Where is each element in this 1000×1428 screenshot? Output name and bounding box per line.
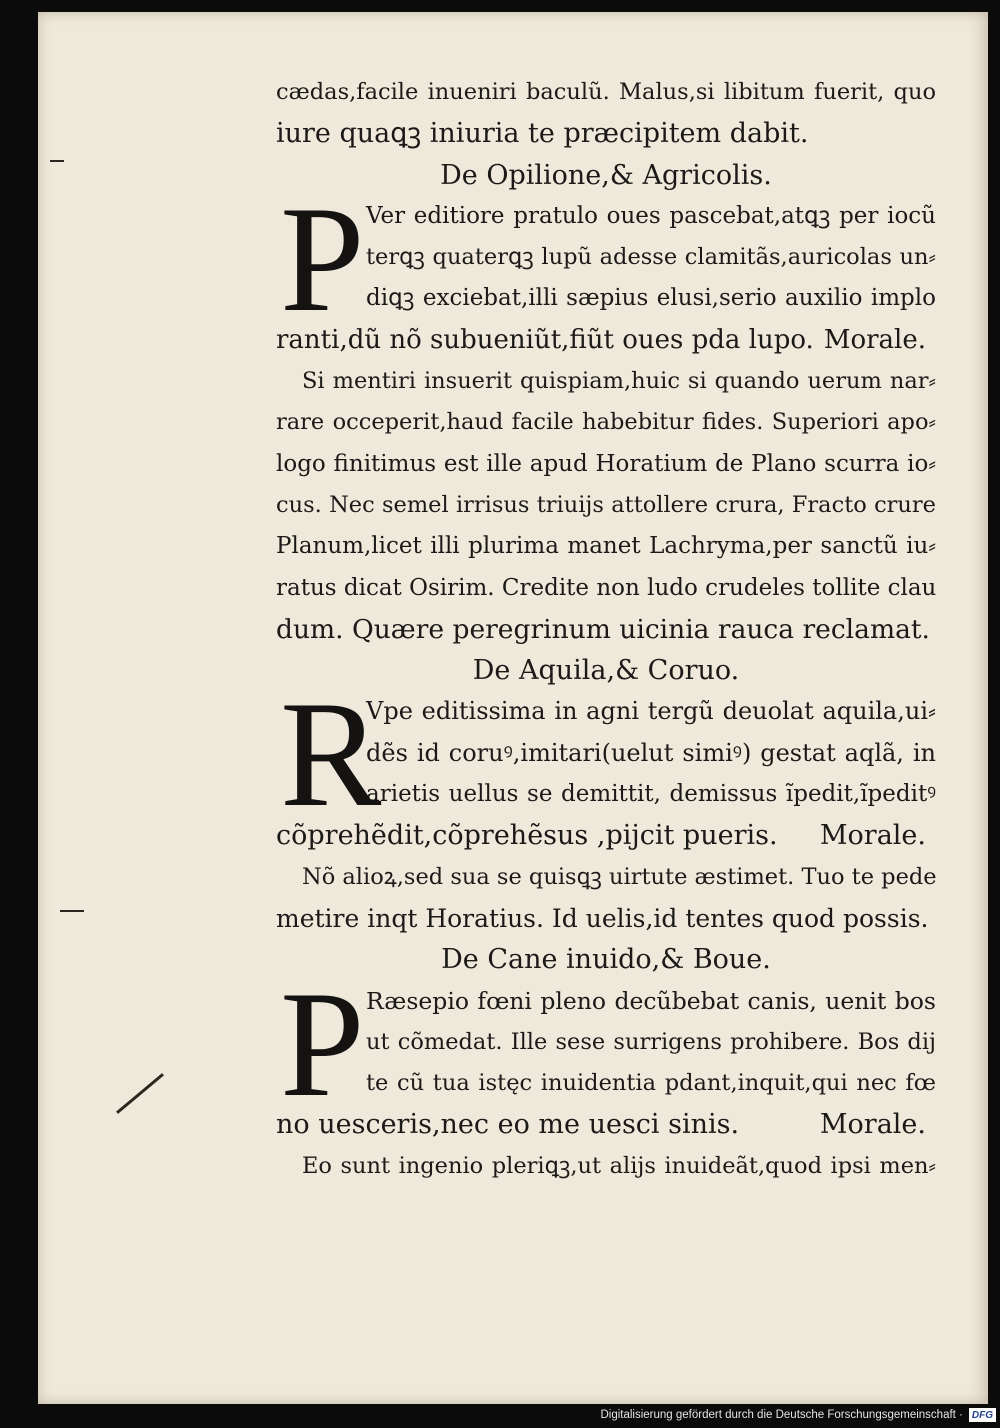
text-block: [276, 72, 936, 1187]
morale-label: Morale.: [819, 820, 926, 852]
text-line: dẽs id coruꝰ,imitari(uelut simiꝰ) gestat aqlã, in: [366, 738, 936, 767]
text-line: arietis uellus se demittit, demissus ĩpedit,ĩpeditꝰ: [366, 781, 936, 808]
text-line: cædas,facile inueniri baculũ. Malus,si libitum fuerit, quo: [276, 79, 936, 105]
drop-cap: R: [280, 670, 382, 839]
moral-line: ratus dicat Osirim. Credite non ludo crudeles tollite clau: [276, 574, 937, 601]
digitization-footer: [600, 1404, 996, 1426]
drop-cap: P: [280, 174, 365, 343]
fable-last-line: ranti,dũ nõ subueniũt,fiũt oues pda lupo.: [276, 324, 814, 355]
fable-last-line: cõprehẽdit,cõprehẽsus ,pijcit pueris.: [276, 820, 778, 852]
text-line: Ræsepio fœni pleno decũbebat canis, uenit bos: [366, 986, 936, 1015]
text-line: [276, 320, 936, 361]
fable-title: De Aquila,& Coruo.: [472, 655, 740, 687]
text-line: [276, 1104, 936, 1145]
text-line: ut cõmedat. Ille sese surrigens prohibere. Bos dij: [366, 1028, 936, 1055]
moral-line: rare occeperit,haud facile habebitur fides. Superiori apo⸗: [276, 409, 936, 436]
moral-line: Nõ alioꝝ,sed sua se quisꝗꝫ uirtute æstimet. Tuo te pede: [302, 863, 937, 890]
text-line: Vpe editissima in agni tergũ deuolat aquila,ui⸗: [366, 697, 936, 726]
margin-stain: [116, 1073, 164, 1114]
text-line: te cũ tua istęc inuidentia pdant,inquit,qui nec fœ: [366, 1070, 936, 1097]
moral-line: Si mentiri insuerit quispiam,huic si quando uerum nar⸗: [302, 368, 936, 395]
footer-credit: Digitalisierung gefördert durch die Deutsche Forschungsgemeinschaft ·: [600, 1409, 963, 1421]
text-line: terꝗꝫ quaterꝗꝫ lupũ adesse clamitãs,auricolas un⸗: [366, 244, 936, 271]
moral-line: Eo sunt ingenio pleriꝗꝫ,ut alijs inuideãt,quod ipsi men⸗: [302, 1152, 936, 1179]
fable-last-line: no uesceris,nec eo me uesci sinis.: [276, 1109, 740, 1141]
morale-label: Morale.: [819, 1109, 926, 1141]
fable-title: De Cane inuido,& Boue.: [441, 944, 771, 976]
text-line: diꝗꝫ exciebat,illi sæpius elusi,serio auxilio implo: [366, 285, 936, 312]
moral-line: logo finitimus est ille apud Horatium de Plano scurra io⸗: [276, 450, 936, 477]
text-line: Ver editiore pratulo oues pascebat,atꝗꝫ per iocũ: [366, 202, 936, 229]
moral-line: dum. Quære peregrinum uicinia rauca reclamat.: [276, 613, 930, 645]
dfg-logo-icon: DFG: [969, 1408, 996, 1422]
margin-stain: [60, 910, 84, 912]
text-line: iure quaꝗꝫ iniuria te præcipitem dabit.: [276, 118, 809, 150]
fable-title: De Opilione,& Agricolis.: [440, 159, 772, 191]
drop-cap: P: [280, 959, 365, 1128]
moral-line: cus. Nec semel irrisus triuijs attollere crura, Fracto crure: [276, 491, 936, 518]
moral-line: Planum,licet illi plurima manet Lachryma,per sanctũ iu⸗: [276, 533, 936, 560]
morale-label: Morale.: [823, 324, 926, 355]
book-page: [38, 12, 988, 1404]
margin-stain: [50, 160, 64, 162]
moral-line: metire inqt Horatius. Id uelis,id tentes quod possis.: [276, 903, 929, 933]
